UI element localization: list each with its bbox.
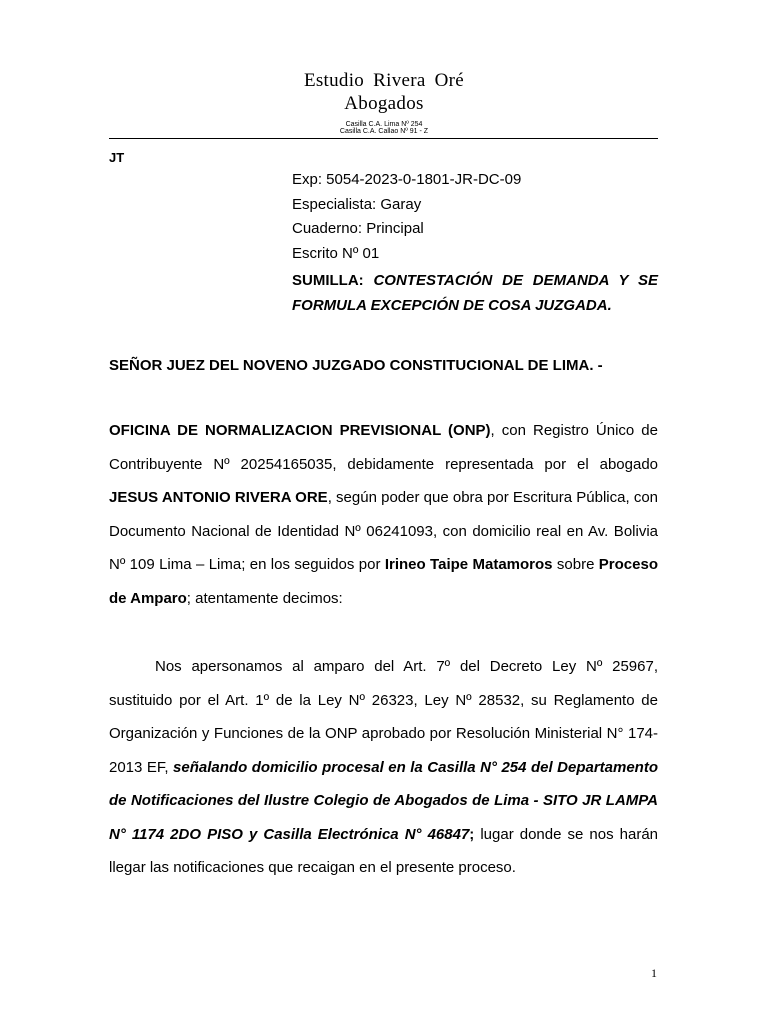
firm-subtitle: Abogados — [344, 93, 424, 114]
casilla-callao: Casilla C.A. Callao Nº 91 - Z — [339, 128, 429, 135]
para1-text-2: , según poder que obra por Escritura Pública, con Documento Nacional de Identidad Nº 06241093, con domicilio real en Av. Bolivia Nº 109 Lima – Lima; en los seguidos por — [109, 489, 659, 573]
process-type: Proceso de Amparo — [109, 556, 658, 607]
casilla-lima: Casilla C.A. Lima Nº 254 — [345, 121, 423, 128]
appearance-paragraph — [109, 650, 658, 885]
page-number: 1 — [651, 966, 657, 980]
sumilla — [292, 268, 658, 318]
para2-text-2: lugar donde se nos harán llegar las notificaciones que recaigan en el presente proceso. — [109, 825, 659, 876]
addressee: SEÑOR JUEZ DEL NOVENO JUZGADO CONSTITUCIONAL DE LIMA. - — [109, 357, 603, 374]
sumilla-text: CONTESTACIÓN DE DEMANDA Y SE FORMULA EXCEPCIÓN DE COSA JUZGADA. — [292, 272, 658, 314]
para1-text-4: ; atentamente decimos: — [186, 589, 343, 607]
entity-name: OFICINA DE NORMALIZACION PREVISIONAL (ONP) — [109, 422, 491, 439]
lawyer-name: JESUS ANTONIO RIVERA ORE — [109, 489, 328, 506]
cuaderno: Cuaderno: Principal — [292, 220, 424, 237]
expediente-number: Exp: 5054-2023-0-1801-JR-DC-09 — [292, 171, 522, 188]
introduction-paragraph — [109, 414, 658, 615]
author-initials: JT — [109, 150, 125, 165]
para1-text-3: sobre — [552, 556, 599, 573]
especialista: Especialista: Garay — [292, 196, 422, 213]
plaintiff-name: Irineo Taipe Matamoros — [384, 556, 553, 573]
sumilla-label: SUMILLA: — [292, 272, 364, 289]
para2-semicolon: ; — [469, 825, 475, 843]
header-divider — [109, 138, 658, 139]
para1-text-1: , con Registro Único de Contribuyente Nº 20254165035, debidamente representada por el abogado — [109, 422, 658, 473]
escrito-number: Escrito Nº 01 — [292, 245, 380, 262]
firm-name: Estudio Rivera Oré — [303, 70, 465, 91]
procedural-domicile: señalando domicilio procesal en la Casilla N° 254 del Departamento de Notificaciones del Ilustre Colegio de Abogados de Lima - SITO JR LAMPA N° 1174 2DO PISO y Casilla Electrónica N° 46847 — [109, 758, 658, 843]
para2-text-1: Nos apersonamos al amparo del Art. 7º del Decreto Ley Nº 25967, sustituido por el Art. 1º de la Ley Nº 26323, Ley Nº 28532, su Reglamento de Organización y Funciones de la ONP aprobado por Resolución Ministerial N° 174-2013 EF, — [109, 658, 658, 776]
